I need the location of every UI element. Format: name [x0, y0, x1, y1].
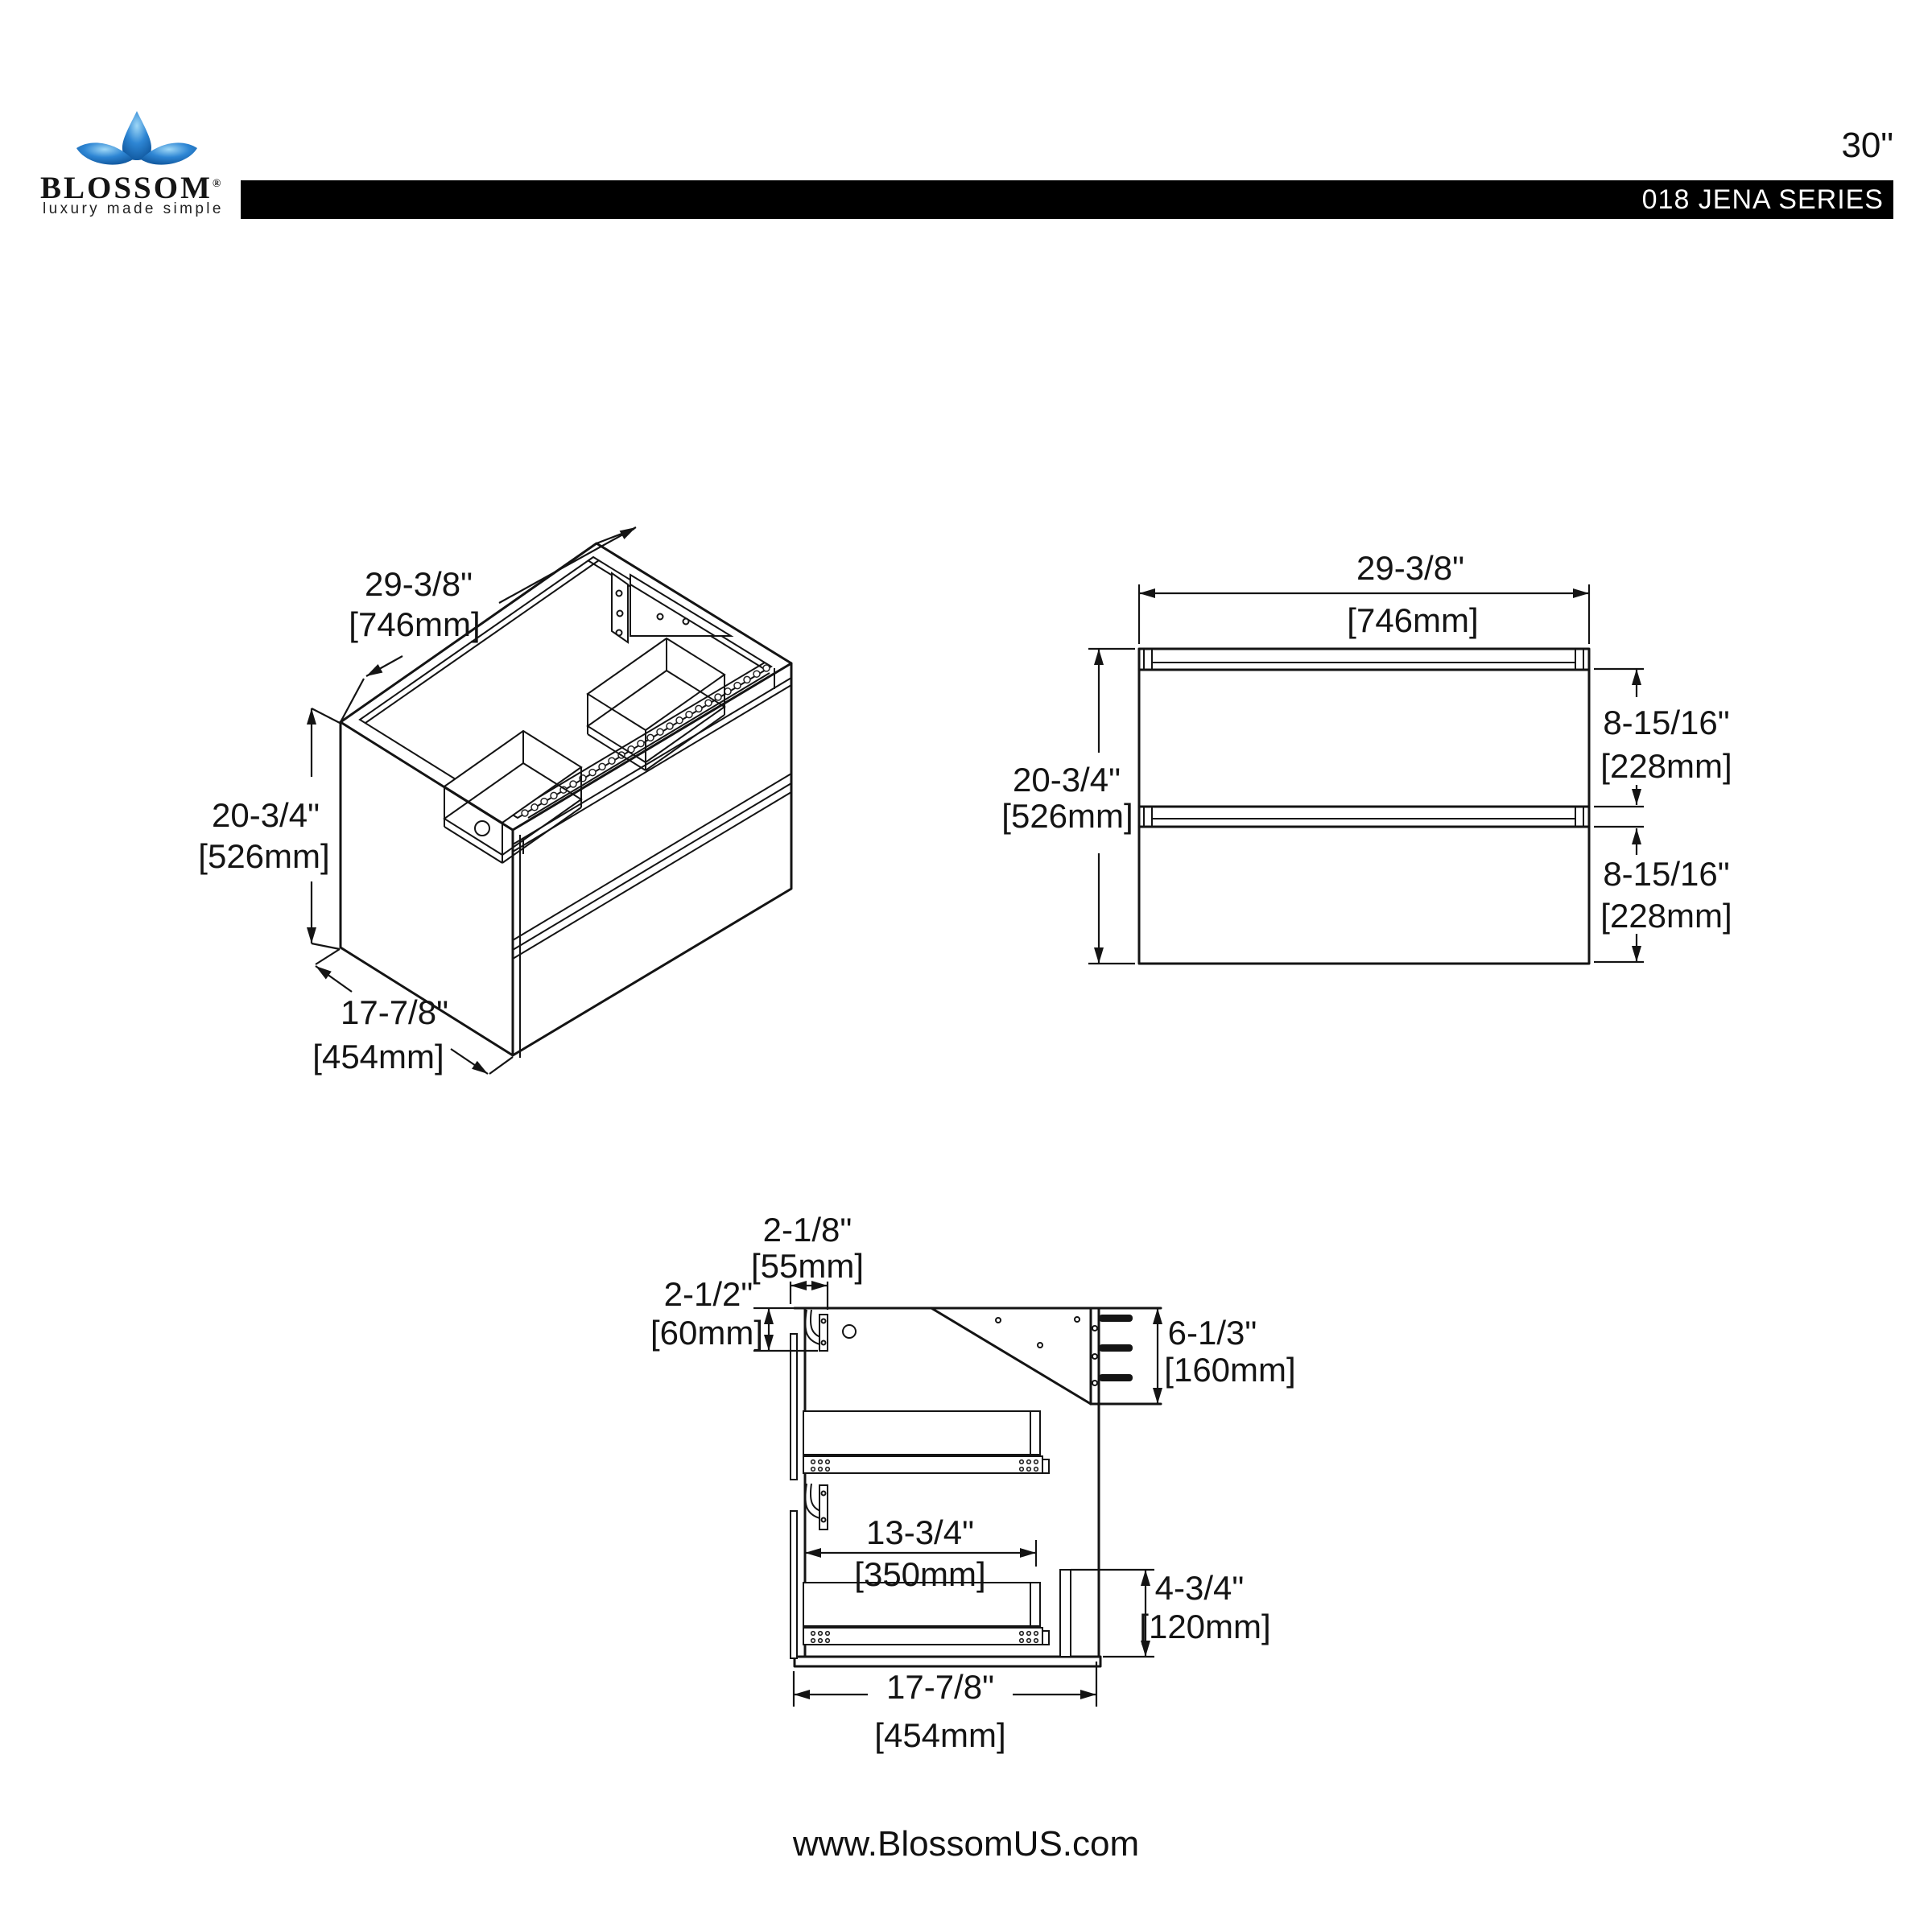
front-dim-width [1139, 549, 1589, 644]
iso-corner-bracket [612, 573, 731, 642]
bracket-height-mm: [160mm] [1164, 1351, 1296, 1389]
iso-width-in: 29-3/8" [365, 565, 473, 603]
front-dim-drawer-bottom [1594, 827, 1732, 962]
front-drawer-bottom-mm: [228mm] [1600, 897, 1732, 935]
bracket-height-in: 6-1/3" [1167, 1314, 1257, 1352]
section-dim-depth [794, 1662, 1096, 1754]
handle-inset-mm: [55mm] [750, 1247, 865, 1285]
front-view [950, 531, 1739, 998]
front-drawer-top-in: 8-15/16" [1603, 704, 1730, 741]
front-dim-drawer-top [1594, 669, 1732, 807]
front-cabinet-body [1139, 649, 1589, 964]
iso-height-in: 20-3/4" [212, 796, 320, 834]
registered-mark: ® [212, 178, 221, 190]
front-drawer-top-mm: [228mm] [1600, 747, 1732, 785]
slide-length-mm: [350mm] [854, 1555, 986, 1593]
section-depth-mm: [454mm] [874, 1716, 1006, 1754]
side-section-view [636, 1183, 1304, 1795]
section-dim-bottom-clearance [1071, 1569, 1271, 1657]
brand-name: BLOSSOM® [40, 171, 221, 205]
front-dim-height [1001, 649, 1135, 964]
brand-tagline: luxury made simple [43, 200, 224, 217]
front-height-mm: [526mm] [1001, 797, 1133, 835]
front-width-in: 29-3/8" [1356, 549, 1464, 587]
iso-depth-mm: [454mm] [312, 1038, 444, 1075]
front-width-mm: [746mm] [1347, 601, 1479, 639]
section-dim-slide-length [805, 1513, 1036, 1593]
iso-width-mm: [746mm] [349, 605, 481, 643]
handle-height-mm: [60mm] [650, 1314, 764, 1352]
isometric-view [97, 515, 821, 1079]
slide-length-in: 13-3/4" [866, 1513, 974, 1551]
handle-inset-in: 2-1/8" [762, 1211, 852, 1249]
front-drawer-bottom-in: 8-15/16" [1603, 855, 1730, 893]
front-height-in: 20-3/4" [1013, 761, 1121, 799]
section-depth-in: 17-7/8" [886, 1668, 994, 1706]
iso-depth-in: 17-7/8" [341, 993, 448, 1031]
website-url: www.BlossomUS.com [792, 1824, 1140, 1864]
bottom-clearance-mm: [120mm] [1139, 1608, 1271, 1645]
iso-dim-height [198, 708, 340, 949]
mounting-screws [1099, 1315, 1133, 1381]
side-panel-hole [475, 821, 489, 836]
blossom-flower-icon [32, 101, 242, 178]
handle-height-in: 2-1/2" [663, 1275, 753, 1313]
iso-height-mm: [526mm] [198, 837, 330, 875]
series-title-bar: 018 JENA SERIES [241, 180, 1893, 219]
bottom-clearance-in: 4-3/4" [1154, 1569, 1245, 1607]
section-dim-handle-inset [751, 1211, 864, 1310]
product-size-label: 30" [1841, 126, 1893, 165]
section-hole [843, 1325, 856, 1338]
section-dim-bracket-height [1158, 1308, 1296, 1404]
